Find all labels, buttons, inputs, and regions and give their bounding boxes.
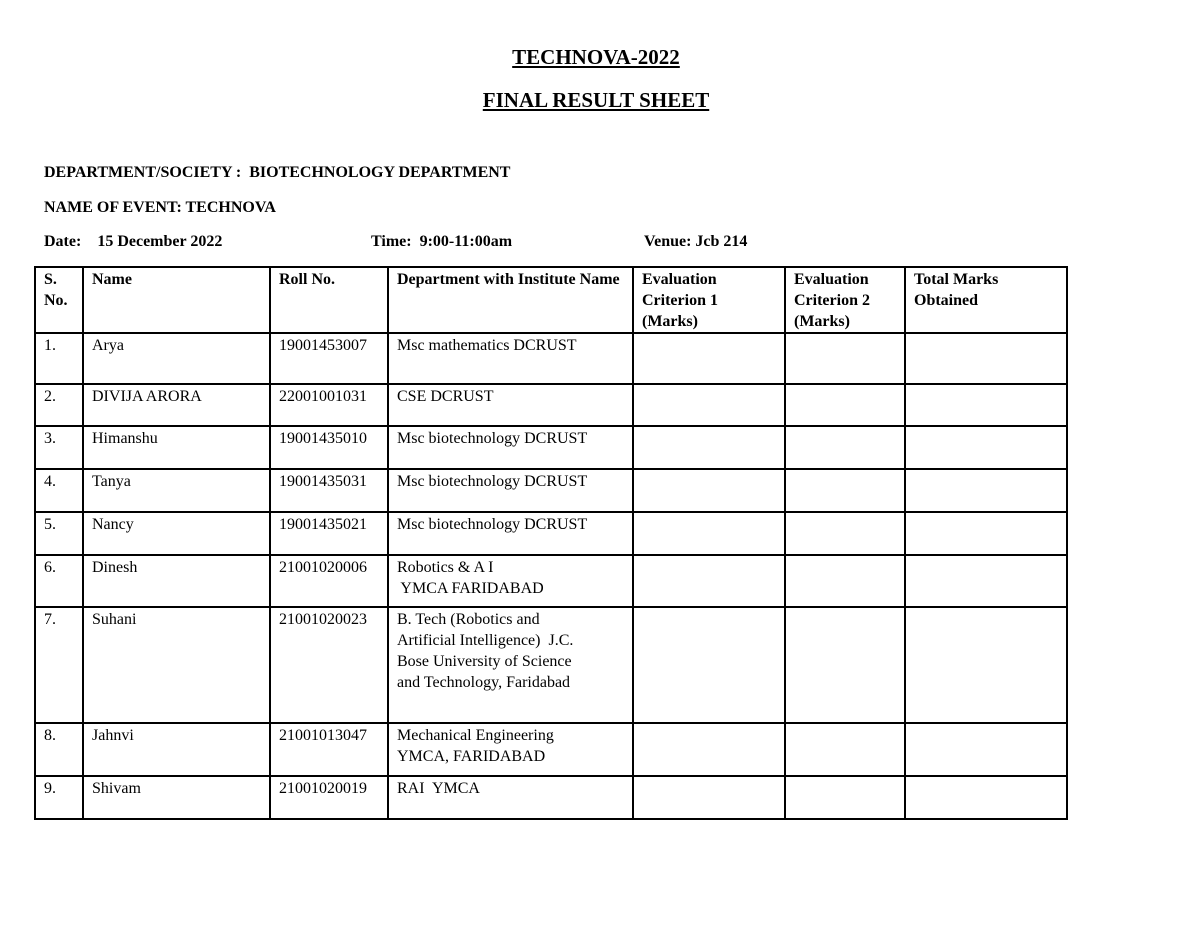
cell-sno: 4.	[35, 469, 83, 512]
date-label: Date:	[44, 233, 82, 250]
cell-criterion-1	[633, 333, 785, 384]
cell-name: Himanshu	[83, 426, 270, 469]
event-line	[44, 199, 276, 217]
cell-roll: 19001435021	[270, 512, 388, 555]
cell-criterion-2	[785, 333, 905, 384]
cell-sno: 7.	[35, 607, 83, 723]
department-value: BIOTECHNOLOGY DEPARTMENT	[249, 164, 511, 181]
department-line-text: YMCA, FARIDABAD	[397, 748, 546, 765]
department-line-text: Msc mathematics DCRUST	[397, 337, 577, 354]
time-value: 9:00-11:00am	[419, 233, 513, 250]
results-table	[34, 266, 1068, 820]
cell-name: Jahnvi	[83, 723, 270, 776]
cell-department	[388, 607, 633, 723]
department-label: DEPARTMENT/SOCIETY :	[44, 164, 242, 181]
event-label: NAME OF EVENT:	[44, 199, 182, 216]
cell-roll: 19001453007	[270, 333, 388, 384]
column-header-criterion-2: Evaluation Criterion 2 (Marks)	[785, 267, 905, 333]
date-value: 15 December 2022	[97, 233, 223, 250]
cell-sno: 9.	[35, 776, 83, 819]
cell-criterion-2	[785, 426, 905, 469]
cell-roll: 22001001031	[270, 384, 388, 426]
document-subtitle: FINAL RESULT SHEET	[482, 88, 710, 112]
cell-criterion-2	[785, 607, 905, 723]
department-line-text: CSE DCRUST	[397, 388, 494, 405]
cell-sno: 8.	[35, 723, 83, 776]
cell-criterion-1	[633, 776, 785, 819]
cell-criterion-2	[785, 776, 905, 819]
time-label: Time:	[371, 233, 412, 250]
department-line-text: and Technology, Faridabad	[397, 674, 571, 691]
cell-criterion-1	[633, 723, 785, 776]
cell-criterion-2	[785, 469, 905, 512]
column-header-department: Department with Institute Name	[388, 267, 633, 333]
cell-criterion-2	[785, 512, 905, 555]
cell-name: Suhani	[83, 607, 270, 723]
venue-field	[644, 233, 747, 251]
department-line-text: YMCA FARIDABAD	[397, 580, 544, 597]
department-line-text: RAI YMCA	[397, 780, 480, 797]
cell-total	[905, 607, 1067, 723]
table-row	[35, 555, 1067, 607]
column-header-sno: S. No.	[35, 267, 83, 333]
table-row	[35, 776, 1067, 819]
cell-department	[388, 426, 633, 469]
cell-total	[905, 512, 1067, 555]
column-header-criterion-1: Evaluation Criterion 1 (Marks)	[633, 267, 785, 333]
department-line-text: B. Tech (Robotics and	[397, 611, 540, 628]
cell-criterion-1	[633, 469, 785, 512]
cell-total	[905, 469, 1067, 512]
cell-criterion-1	[633, 512, 785, 555]
column-header-name: Name	[83, 267, 270, 333]
cell-sno: 6.	[35, 555, 83, 607]
cell-sno: 5.	[35, 512, 83, 555]
cell-criterion-1	[633, 555, 785, 607]
event-value: TECHNOVA	[185, 199, 276, 216]
department-line-text: Mechanical Engineering	[397, 727, 554, 744]
cell-total	[905, 555, 1067, 607]
cell-name: Arya	[83, 333, 270, 384]
cell-department	[388, 333, 633, 384]
cell-name: Dinesh	[83, 555, 270, 607]
cell-total	[905, 426, 1067, 469]
column-header-roll: Roll No.	[270, 267, 388, 333]
cell-name: Nancy	[83, 512, 270, 555]
cell-department	[388, 384, 633, 426]
table-row	[35, 333, 1067, 384]
venue-label: Venue:	[644, 233, 692, 250]
cell-name: Shivam	[83, 776, 270, 819]
cell-roll: 21001020006	[270, 555, 388, 607]
cell-total	[905, 776, 1067, 819]
venue-value: Jcb 214	[695, 233, 748, 250]
cell-sno: 3.	[35, 426, 83, 469]
cell-roll: 21001020023	[270, 607, 388, 723]
table-row	[35, 426, 1067, 469]
cell-total	[905, 333, 1067, 384]
document-title: TECHNOVA-2022	[512, 45, 680, 69]
table-row	[35, 512, 1067, 555]
department-line-text: Robotics & A I	[397, 559, 494, 576]
department-line-text: Msc biotechnology DCRUST	[397, 516, 588, 533]
cell-department	[388, 555, 633, 607]
cell-total	[905, 723, 1067, 776]
table-body	[35, 333, 1067, 819]
cell-total	[905, 384, 1067, 426]
table-row	[35, 469, 1067, 512]
cell-department	[388, 512, 633, 555]
cell-sno: 2.	[35, 384, 83, 426]
column-header-total: Total Marks Obtained	[905, 267, 1067, 333]
table-row	[35, 723, 1067, 776]
department-line-text: Msc biotechnology DCRUST	[397, 473, 588, 490]
cell-department	[388, 776, 633, 819]
cell-criterion-2	[785, 555, 905, 607]
cell-sno: 1.	[35, 333, 83, 384]
cell-criterion-1	[633, 384, 785, 426]
department-line	[44, 164, 510, 182]
table-header-row	[35, 267, 1067, 333]
cell-criterion-1	[633, 426, 785, 469]
cell-department	[388, 723, 633, 776]
cell-name: Tanya	[83, 469, 270, 512]
department-line-text: Msc biotechnology DCRUST	[397, 430, 588, 447]
table-row	[35, 607, 1067, 723]
cell-roll: 19001435010	[270, 426, 388, 469]
cell-name: DIVIJA ARORA	[83, 384, 270, 426]
cell-roll: 21001020019	[270, 776, 388, 819]
cell-department	[388, 469, 633, 512]
cell-roll: 19001435031	[270, 469, 388, 512]
table-row	[35, 384, 1067, 426]
cell-criterion-1	[633, 607, 785, 723]
cell-criterion-2	[785, 723, 905, 776]
cell-criterion-2	[785, 384, 905, 426]
cell-roll: 21001013047	[270, 723, 388, 776]
time-field	[371, 233, 512, 251]
department-line-text: Artificial Intelligence) J.C.	[397, 632, 574, 649]
date-field	[44, 233, 222, 251]
department-line-text: Bose University of Science	[397, 653, 572, 670]
